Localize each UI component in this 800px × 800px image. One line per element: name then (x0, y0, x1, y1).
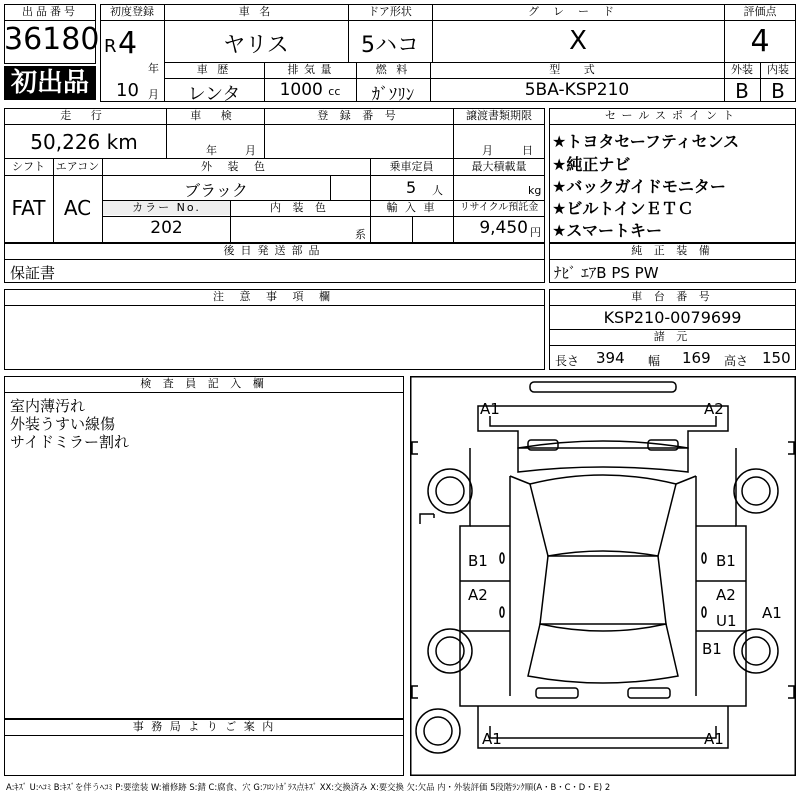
displacement (264, 80, 356, 100)
first-listing-badge: 初出品 (4, 66, 96, 100)
lot-number: 36180 (4, 22, 100, 57)
ac: AC (63, 196, 92, 220)
ext-label: 外装 (731, 63, 753, 76)
sales-point-item: ★スマートキー (552, 221, 663, 240)
reg-year: 4 (118, 26, 138, 61)
inspector-label: 検 査 員 記 入 欄 (140, 377, 268, 390)
transfer-label: 譲渡書類期限 (466, 109, 532, 122)
reg-month-unit: 月 (148, 88, 159, 101)
damage-mark: U1 (716, 612, 737, 630)
inspector-line: 外装うすい線傷 (10, 415, 116, 433)
recycle: 9,450 (479, 218, 528, 238)
height-label: 高さ (724, 354, 749, 368)
name-label: 車 名 (238, 5, 274, 18)
damage-mark: A2 (716, 586, 736, 604)
shift: FAT (11, 196, 46, 220)
model-code: 5BA-KSP210 (524, 80, 630, 100)
dims-label: 諸 元 (653, 330, 692, 343)
fuel-label: 燃 料 (375, 63, 411, 76)
disp-label: 排 気 量 (287, 63, 333, 76)
after-parts-label: 後日発送部品 (223, 244, 326, 257)
score: 4 (750, 24, 770, 59)
grade: X (569, 26, 587, 56)
int-label: 内装 (767, 63, 789, 76)
transfer-month-unit: 月 (482, 144, 493, 157)
score-label: 評価点 (743, 5, 777, 18)
damage-mark: A2 (704, 400, 724, 418)
chassis-number: KSP210-0079699 (603, 308, 742, 327)
color-label: 外 装 色 (201, 160, 271, 173)
inspect-year-unit: 年 (206, 144, 217, 157)
width: 169 (682, 349, 711, 367)
load-label: 最大積載量 (471, 160, 527, 173)
transfer-day-unit: 日 (522, 144, 533, 157)
plate-label: 登 録 番 号 (317, 109, 400, 122)
era: R (104, 36, 117, 57)
mileage-label: 走 行 (60, 109, 110, 122)
equipment-value: ﾅﾋﾞ ｴｱB PS PW (554, 264, 659, 282)
inspector-line: 室内薄汚れ (10, 397, 86, 415)
import-label: 輸 入 車 (386, 201, 437, 214)
inspector-line: サイドミラー割れ (10, 433, 129, 451)
damage-mark: B1 (702, 640, 722, 658)
int-grade: B (771, 79, 785, 103)
height: 150 (762, 349, 791, 367)
ac-label: エアコン (55, 160, 100, 173)
model-label: 型 式 (549, 63, 605, 76)
car-damage-diagram (410, 376, 796, 776)
reg-month: 10 (116, 80, 139, 101)
shift-label: シフト (12, 160, 45, 173)
length: 394 (596, 349, 625, 367)
lot-label: 出品番号 (22, 5, 78, 18)
damage-mark: B1 (716, 552, 736, 570)
damage-mark: A1 (482, 730, 502, 748)
office-label: 事 務 局 よ り ご 案 内 (132, 720, 276, 733)
reg-year-unit: 年 (148, 62, 159, 75)
sales-points-label: セールスポイント (604, 109, 740, 122)
fuel: ｶﾞｿﾘﾝ (371, 85, 415, 105)
damage-mark: A2 (468, 586, 488, 604)
inspect-month-unit: 月 (245, 144, 256, 157)
door-label: ドア形状 (368, 5, 412, 18)
car-name: ヤリス (223, 33, 289, 58)
sales-point-item: ★純正ナビ (552, 155, 631, 174)
recycle-label: リサイクル預託金 (459, 202, 539, 213)
length-label: 長さ (555, 354, 580, 368)
sales-point-item: ★トヨタセーフティセンス (552, 132, 740, 151)
legend: A:ｷｽﾞ U:ﾍｺﾐ B:ｷｽﾞを伴うﾍｺﾐ P:要塗装 W:補修跡 S:錆 C:腐食、穴 G:ﾌﾛﾝﾄｶﾞﾗｽ点ｷｽﾞ XX:交換済み X:要交換 欠:欠品 内・外装評価 5段階ﾗﾝｸ順(A・B・C・D・E) 2 (6, 782, 611, 792)
equipment-label: 純 正 装 備 (631, 244, 714, 257)
int-color-label: 内 装 色 (270, 201, 330, 214)
chassis-label: 車 台 番 号 (631, 290, 714, 303)
damage-mark: A1 (762, 604, 782, 622)
color-number: 202 (150, 218, 183, 238)
mileage: 50,226 km (30, 130, 138, 154)
history: レンタ (187, 84, 241, 105)
recycle-unit: 円 (530, 226, 541, 239)
disp-unit: cc (328, 85, 341, 98)
inspect-label: 車 検 (190, 109, 240, 122)
int-color-unit: 系 (355, 228, 366, 241)
damage-mark: A1 (480, 400, 500, 418)
damage-mark: A1 (704, 730, 724, 748)
ext-grade: B (735, 79, 749, 103)
capacity-unit: 人 (432, 184, 443, 197)
colorno-label: カラー No. (103, 201, 230, 215)
width-label: 幅 (648, 354, 661, 368)
capacity-label: 乗車定員 (389, 160, 434, 173)
sales-point-item: ★バックガイドモニター (552, 177, 726, 196)
sales-point-item: ★ビルトインＥＴＣ (552, 199, 694, 218)
load-unit: kg (528, 184, 542, 197)
door-type: 5ハコ (361, 33, 419, 58)
after-parts-value: 保証書 (10, 264, 56, 282)
history-label: 車 歴 (196, 63, 232, 76)
disp-value: 1000 (279, 80, 323, 100)
grade-label: グレード (528, 5, 628, 18)
color: ブラック (184, 181, 248, 200)
notes-label: 注 意 事 項 欄 (213, 290, 336, 303)
reg-label: 初度登録 (110, 5, 154, 18)
capacity: 5 (406, 178, 417, 197)
damage-mark: B1 (468, 552, 488, 570)
